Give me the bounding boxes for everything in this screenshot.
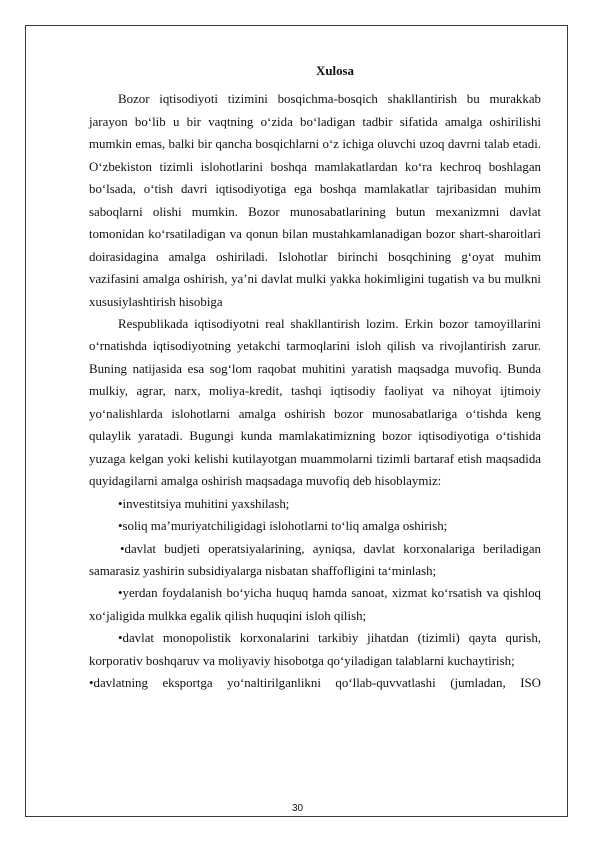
paragraph-intro: Bozor iqtisodiyoti tizimini bosqichma-bosqich shakllantirish bu murakkab jarayon bo‘lib u bir vaqtning o‘zida bo‘ladigan tadbir sifatida amalga oshirilishi mumkin emas, balki bir qancha bosqichlarni o‘z ichiga oluvchi uzoq davrni talab etadi. O‘zbekiston tizimli islohotlarini boshqa mamlakatlardan ko‘ra kechroq boshlagan bo‘lsada, o‘tish davri iqtisodiyotiga ega boshqa mamlakatlar tajribasidan muhim saboqlarni olishi mumkin. Bozor munosabatlarining butun mexanizmni davlat tomonidan ko‘rsatiladigan va qonun bilan mustahkamlanadigan bozor shart-sharoitlari doirasidagina amalga oshiriladi. Islohotlar birinchi bosqchining g‘oyat muhim vazifasini amalga oshirish, ya’ni davlat mulki yakka hokimligini tugatish va bu mulkni xususiylashtirish hisobiga — [89, 92, 541, 309]
bullet-item-monopoly: •davlat monopolistik korxonalarini tarkibiy jihatdan (tizimli) qayta qurish, korporativ boshqaruv va moliyaviy hisobotga qo‘yiladigan talablarni kuchaytirish; — [89, 631, 541, 668]
paragraph-reforms: Respublikada iqtisodiyotni real shakllantirish lozim. Erkin bozor tamoyillarini o‘rnatishda iqtisodiyotning yetakchi tarmoqlarini isloh qilish va rivojlantirish zarur. Buning natijasida esa sog‘lom raqobat muhitini yaratish maqsadga muvofiq. Bunda mulkiy, agrar, narx, moliya-kredit, tashqi iqtisodiy faoliyat va nihoyat ijtimoiy yo‘nalishlarda islohotlarni amalga oshirish bozor munosabatlariga o‘tishda keng qulaylik yaratadi. Bugungi kunda mamlakatimizning bozor iqtisodiyotiga o‘tishida yuzaga kelgan yoki kelishi kutilayotgan muammolarni tizimli bartaraf etish maqsadida quyidagilarni amalga oshirish maqsadaga muvofiq deb hisoblaymiz: — [89, 316, 541, 489]
bullet-item-investment: •investitsiya muhitini yaxshilash; — [118, 496, 290, 511]
document-body — [89, 60, 541, 695]
bullet-item-land: •yerdan foydalanish bo‘yicha huquq hamda sanoat, xizmat ko‘rsatish va qishloq xo‘jaligida mulkka egalik qilish huquqini isloh qilish; — [89, 586, 541, 623]
bullet-item-tax: •soliq ma’muriyatchiligidagi islohotlarni to‘liq amalga oshirish; — [118, 519, 448, 534]
page-number: 30 — [291, 803, 304, 814]
bullet-item-export: •davlatning eksportga yo‘naltirilganlikni qo‘llab-quvvatlashi (jumladan, ISO — [89, 676, 541, 691]
bullet-item-budget: •davlat budjeti operatsiyalarining, ayniqsa, davlat korxonalariga beriladigan samarasiz yashirin subsidiyalarga nisbatan shaffofligini ta‘minlash; — [89, 541, 541, 578]
section-title: Xulosa — [316, 64, 354, 78]
